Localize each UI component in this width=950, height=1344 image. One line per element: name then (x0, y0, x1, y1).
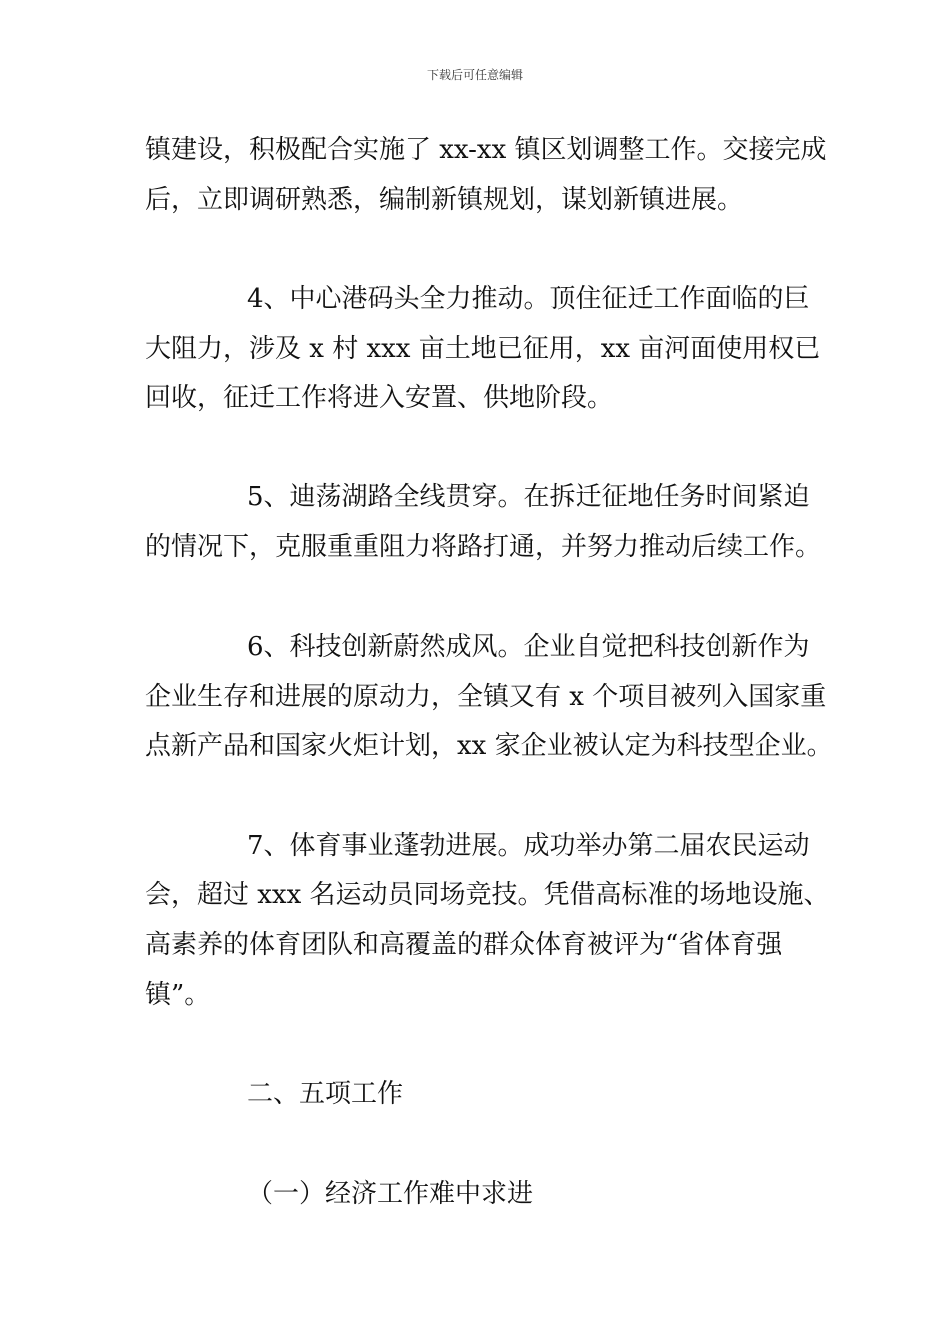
paragraph-line: 6、科技创新蔚然成风。企业自觉把科技创新作为 (247, 632, 810, 662)
section-heading: 二、五项工作 (247, 1079, 404, 1109)
paragraph-line: 镇建设，积极配合实施了 xx-xx 镇区划调整工作。交接完成 (145, 135, 827, 165)
sub-heading: （一）经济工作难中求进 (247, 1179, 534, 1209)
paragraph-line: 4、中心港码头全力推动。顶住征迁工作面临的巨 (247, 284, 810, 314)
paragraph-line: 5、迪荡湖路全线贯穿。在拆迁征地任务时间紧迫 (247, 482, 810, 512)
paragraph-line: 高素养的体育团队和高覆盖的群众体育被评为“省体育强 (145, 930, 783, 960)
paragraph-line: 大阻力，涉及 x 村 xxx 亩土地已征用，xx 亩河面使用权已 (145, 334, 821, 364)
paragraph-line: 镇”。 (145, 980, 211, 1010)
paragraph-line: 点新产品和国家火炬计划，xx 家企业被认定为科技型企业。 (145, 731, 833, 761)
header-note: 下载后可任意编辑 (426, 68, 523, 82)
paragraph-line: 回收，征迁工作将进入安置、供地阶段。 (145, 383, 614, 413)
paragraph-line: 后，立即调研熟悉，编制新镇规划，谋划新镇进展。 (145, 185, 744, 215)
paragraph-line: 会，超过 xxx 名运动员同场竞技。凭借高标准的场地设施、 (145, 880, 830, 910)
paragraph-line: 7、体育事业蓬勃进展。成功举办第二届农民运动 (247, 831, 810, 861)
paragraph-line: 企业生存和进展的原动力，全镇又有 x 个项目被列入国家重 (145, 682, 827, 712)
paragraph-line: 的情况下，克服重重阻力将路打通，并努力推动后续工作。 (145, 532, 822, 562)
